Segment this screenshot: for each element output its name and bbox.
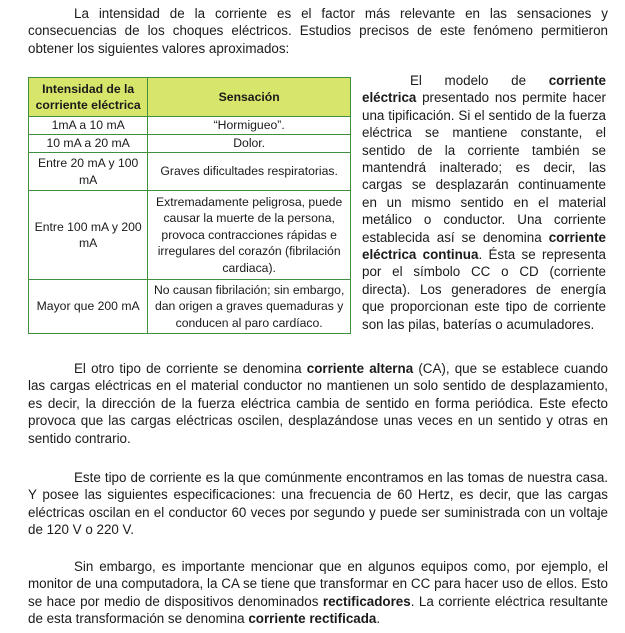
text-run: . La corriente eléctrica resultante de esta transformación se denomina bbox=[28, 593, 608, 627]
intensity-cell: 1mA a 10 mA bbox=[29, 117, 148, 135]
sensation-cell: Extremadamente peligrosa, puede causar la muerte de la persona, provoca contracciones rápidas e irregulares del corazón (fibrilación cardiaca). bbox=[148, 191, 351, 280]
text-run: El modelo de bbox=[410, 73, 549, 88]
household-current-paragraph: Este tipo de corriente es la que comúnmente encontramos en las tomas de nuestra casa. Y posee las siguientes especificaciones: una frecuencia de 60 Hertz, es decir, que las cargas eléctricas oscilan en el conductor 60 veces por segundo y puede ser suministrada con un voltaje de 120 V o 220 V. bbox=[28, 470, 608, 538]
intensity-cell: Mayor que 200 mA bbox=[29, 280, 148, 334]
header-sensation: Sensación bbox=[148, 78, 351, 117]
sensation-cell: “Hormigueo”. bbox=[148, 117, 351, 135]
table-row bbox=[29, 153, 351, 191]
table-header-row bbox=[29, 78, 351, 117]
intensity-cell: Entre 100 mA y 200 mA bbox=[29, 191, 148, 280]
term-rectifiers: rectificadores bbox=[322, 593, 411, 609]
text-run: presentado nos permite hacer una tipificación. Si el sentido de la fuerza eléctrica se mantiene constante, el sentido de la corriente también se mantendrá inalterado; es decir, las cargas se desplazarán continuamente en un mismo sentido en el material metálico o conductor. Una corriente establecida así se denomina bbox=[362, 90, 606, 245]
term-rectified-current: corriente rectificada bbox=[248, 611, 377, 627]
intro-paragraph: La intensidad de la corriente es el factor más relevante en las sensaciones y consecuencias de los choques eléctricos. Estudios precisos de este fenómeno permitieron obtener los siguientes valores aproximados: bbox=[28, 6, 608, 56]
sensation-cell: No causan fibrilación; sin embargo, dan origen a graves quemaduras y conducen al paro cardíaco. bbox=[148, 280, 351, 334]
table-row bbox=[29, 117, 351, 135]
alternating-current-paragraph bbox=[28, 360, 608, 447]
text-run: . bbox=[376, 611, 381, 627]
header-intensity: Intensidad de la corriente eléctrica bbox=[29, 78, 148, 117]
current-sensation-table bbox=[28, 77, 351, 334]
term-direct-current: corriente eléctrica continua bbox=[362, 229, 606, 263]
term-alternating-current: corriente alterna bbox=[306, 361, 414, 376]
text-run: . Ésta se representa por el símbolo CC o CD (corriente directa). Los generadores de energía que proporcionan este tipo de corriente son las pilas, baterías o acumuladores. bbox=[362, 247, 606, 332]
sensation-cell: Graves dificultades respiratorias. bbox=[148, 153, 351, 191]
term-electric-current: corriente eléctrica bbox=[362, 73, 606, 106]
text-run: Sin embargo, es importante mencionar que en algunos equipos como, por ejemplo, el monitor de una computadora, la CA se tiene que transformar en CC para hacer uso de ellos. Esto se hace por medio de dispositivos denominados bbox=[28, 559, 608, 609]
table-row bbox=[29, 191, 351, 280]
direct-current-paragraph bbox=[362, 72, 606, 333]
table-row bbox=[29, 280, 351, 334]
sensation-cell: Dolor. bbox=[148, 135, 351, 153]
rectified-current-paragraph bbox=[28, 558, 608, 628]
table-row bbox=[29, 135, 351, 153]
intensity-cell: Entre 20 mA y 100 mA bbox=[29, 153, 148, 191]
intensity-cell: 10 mA a 20 mA bbox=[29, 135, 148, 153]
text-run: El otro tipo de corriente se denomina bbox=[74, 361, 307, 376]
text-run: (CA), que se establece cuando las cargas eléctricas en el material conductor no mantienen un solo sentido de desplazamiento, es decir, la dirección de la fuerza eléctrica cambia de sentido en forma periódica. Este efecto provoca que las cargas eléctricas oscilen, desplazándose unas veces en un sentido y otras en sentido contrario. bbox=[28, 361, 608, 446]
